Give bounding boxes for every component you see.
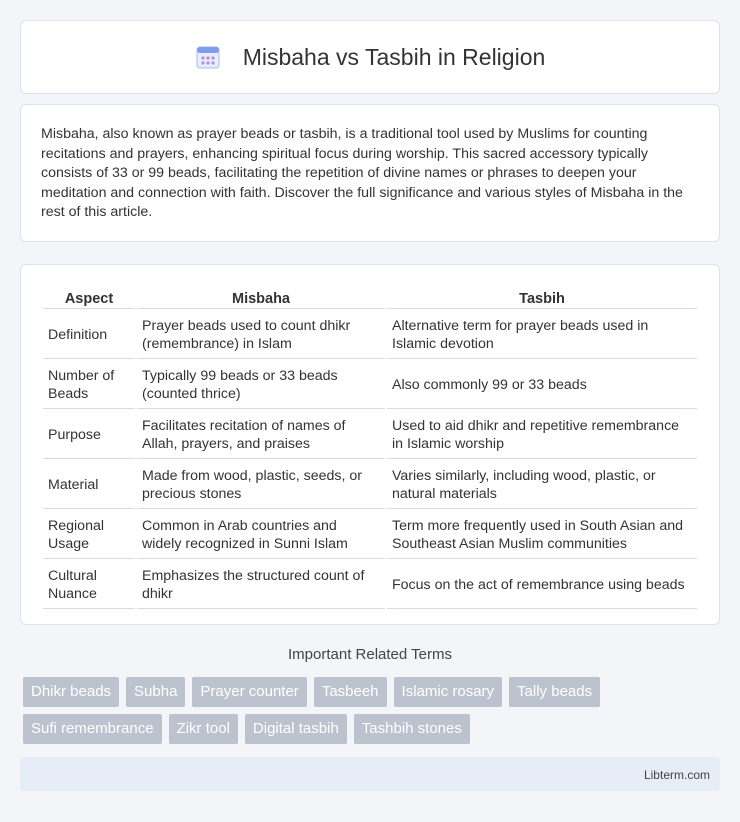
intro-card xyxy=(20,104,720,242)
row-tasbih: Focus on the act of remembrance using beads xyxy=(387,561,697,609)
row-misbaha: Common in Arab countries and widely recognized in Sunni Islam xyxy=(137,511,385,559)
row-misbaha: Typically 99 beads or 33 beads (counted thrice) xyxy=(137,361,385,409)
term-tag[interactable]: Zikr tool xyxy=(169,714,238,744)
row-tasbih: Used to aid dhikr and repetitive remembrance in Islamic worship xyxy=(387,411,697,459)
header-aspect: Aspect xyxy=(43,287,135,309)
table-row xyxy=(43,361,697,409)
row-tasbih: Alternative term for prayer beads used in Islamic devotion xyxy=(387,311,697,359)
comparison-table xyxy=(41,285,699,611)
term-tag[interactable]: Tasbeeh xyxy=(314,677,387,707)
table-row xyxy=(43,311,697,359)
row-aspect: Definition xyxy=(43,311,135,359)
term-tag[interactable]: Prayer counter xyxy=(192,677,306,707)
row-misbaha: Facilitates recitation of names of Allah, prayers, and praises xyxy=(137,411,385,459)
term-tag[interactable]: Islamic rosary xyxy=(394,677,503,707)
term-tag[interactable]: Subha xyxy=(126,677,185,707)
row-aspect: Purpose xyxy=(43,411,135,459)
table-row xyxy=(43,561,697,609)
table-row xyxy=(43,511,697,559)
term-tag[interactable]: Sufi remembrance xyxy=(23,714,162,744)
row-misbaha: Emphasizes the structured count of dhikr xyxy=(137,561,385,609)
header-misbaha: Misbaha xyxy=(137,287,385,309)
row-tasbih: Varies similarly, including wood, plastic, or natural materials xyxy=(387,461,697,509)
title-card xyxy=(20,20,720,94)
related-terms-list xyxy=(23,677,723,751)
footer-site-link[interactable]: Libterm.com xyxy=(643,768,710,782)
page-title: Misbaha vs Tasbih in Religion xyxy=(242,43,546,70)
row-aspect: Cultural Nuance xyxy=(43,561,135,609)
row-aspect: Material xyxy=(43,461,135,509)
related-terms-heading: Important Related Terms xyxy=(288,646,452,663)
row-tasbih: Also commonly 99 or 33 beads xyxy=(387,361,697,409)
footer xyxy=(20,757,720,791)
intro-paragraph: Misbaha, also known as prayer beads or tasbih, is a traditional tool used by Muslims for counting recitations and prayers, enhancing spiritual focus during worship. This sacred accessory typically consists of 33 or 99 beads, facilitating the repetition of divine names or phrases to deepen your meditation and connection with faith. Discover the full significance and various styles of Misbaha in the rest of this article. xyxy=(41,126,683,221)
row-misbaha: Prayer beads used to count dhikr (remembrance) in Islam xyxy=(137,311,385,359)
calendar-icon xyxy=(195,44,221,70)
table-row xyxy=(43,461,697,509)
term-tag[interactable]: Digital tasbih xyxy=(245,714,347,744)
table-header-row xyxy=(43,287,697,309)
header-tasbih: Tasbih xyxy=(387,287,697,309)
row-tasbih: Term more frequently used in South Asian and Southeast Asian Muslim communities xyxy=(387,511,697,559)
term-tag[interactable]: Tally beads xyxy=(509,677,600,707)
table-row xyxy=(43,411,697,459)
row-aspect: Number of Beads xyxy=(43,361,135,409)
term-tag[interactable]: Tashbih stones xyxy=(354,714,470,744)
row-misbaha: Made from wood, plastic, seeds, or precious stones xyxy=(137,461,385,509)
comparison-card xyxy=(20,264,720,625)
row-aspect: Regional Usage xyxy=(43,511,135,559)
term-tag[interactable]: Dhikr beads xyxy=(23,677,119,707)
